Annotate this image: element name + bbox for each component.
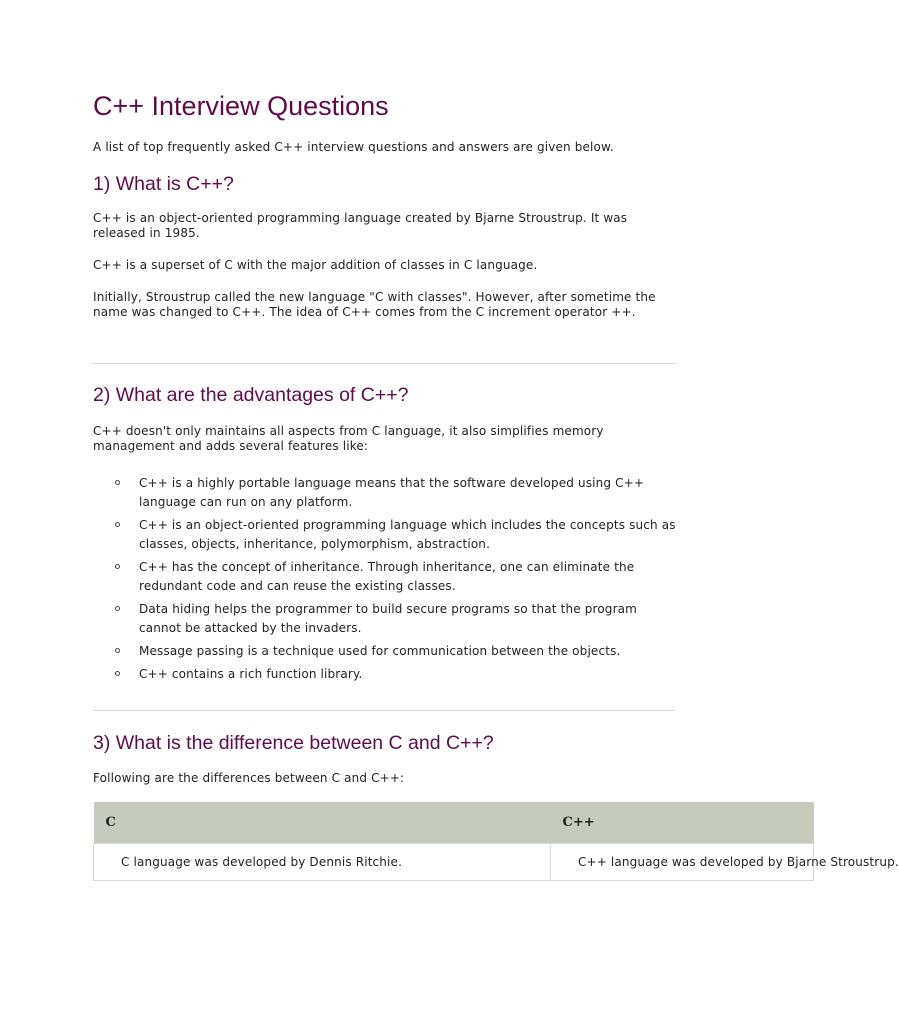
list-item xyxy=(93,558,683,596)
circle-bullet-icon xyxy=(115,564,120,569)
table-header-cpp: C++ xyxy=(551,802,814,844)
circle-bullet-icon xyxy=(115,648,120,653)
list-item-text: C++ has the concept of inheritance. Through inheritance, one can eliminate the redundant code and can reuse the existing classes. xyxy=(139,560,635,593)
table-row xyxy=(94,844,814,881)
circle-bullet-icon xyxy=(115,606,120,611)
section-3-paragraph-1: Following are the differences between C and C++: xyxy=(93,771,405,785)
circle-bullet-icon xyxy=(115,671,120,676)
list-item-text: Message passing is a technique used for communication between the objects. xyxy=(139,644,621,658)
comparison-table xyxy=(93,802,899,881)
circle-bullet-icon xyxy=(115,480,120,485)
section-divider xyxy=(93,710,675,711)
table-cell: C language was developed by Dennis Ritchie. xyxy=(94,844,551,881)
list-item xyxy=(93,600,683,638)
list-item xyxy=(93,665,683,684)
section-heading-2: 2) What are the advantages of C++? xyxy=(93,384,409,406)
section-heading-1: 1) What is C++? xyxy=(93,173,234,195)
table-header-row xyxy=(94,802,814,844)
section-1-paragraph-1: C++ is an object-oriented programming language created by Bjarne Stroustrup. It was released in 1985. xyxy=(93,211,628,240)
list-item xyxy=(93,516,683,554)
section-1-paragraph-2: C++ is a superset of C with the major addition of classes in C language. xyxy=(93,258,538,272)
table-header-c: C xyxy=(94,802,551,844)
table-cell: C++ language was developed by Bjarne Stroustrup. xyxy=(551,844,814,881)
section-1-paragraph-3: Initially, Stroustrup called the new language "C with classes". However, after sometime the name was changed to C++. The idea of C++ comes from the C increment operator ++. xyxy=(93,290,656,319)
list-item xyxy=(93,474,683,512)
intro-text: A list of top frequently asked C++ interview questions and answers are given below. xyxy=(93,140,614,154)
list-item-text: Data hiding helps the programmer to build secure programs so that the program cannot be attacked by the invaders. xyxy=(139,602,638,635)
page-title: C++ Interview Questions xyxy=(93,91,389,121)
list-item-text: C++ contains a rich function library. xyxy=(139,667,363,681)
circle-bullet-icon xyxy=(115,522,120,527)
section-divider xyxy=(93,363,675,364)
advantages-list xyxy=(93,474,683,688)
section-heading-3: 3) What is the difference between C and C++? xyxy=(93,732,494,754)
list-item-text: C++ is an object-oriented programming language which includes the concepts such as classes, objects, inheritance, polymorphism, abstraction. xyxy=(139,518,676,551)
list-item-text: C++ is a highly portable language means that the software developed using C++ language can run on any platform. xyxy=(139,476,645,509)
section-2-paragraph-1: C++ doesn't only maintains all aspects from C language, it also simplifies memory management and adds several features like: xyxy=(93,424,604,453)
list-item xyxy=(93,642,683,661)
